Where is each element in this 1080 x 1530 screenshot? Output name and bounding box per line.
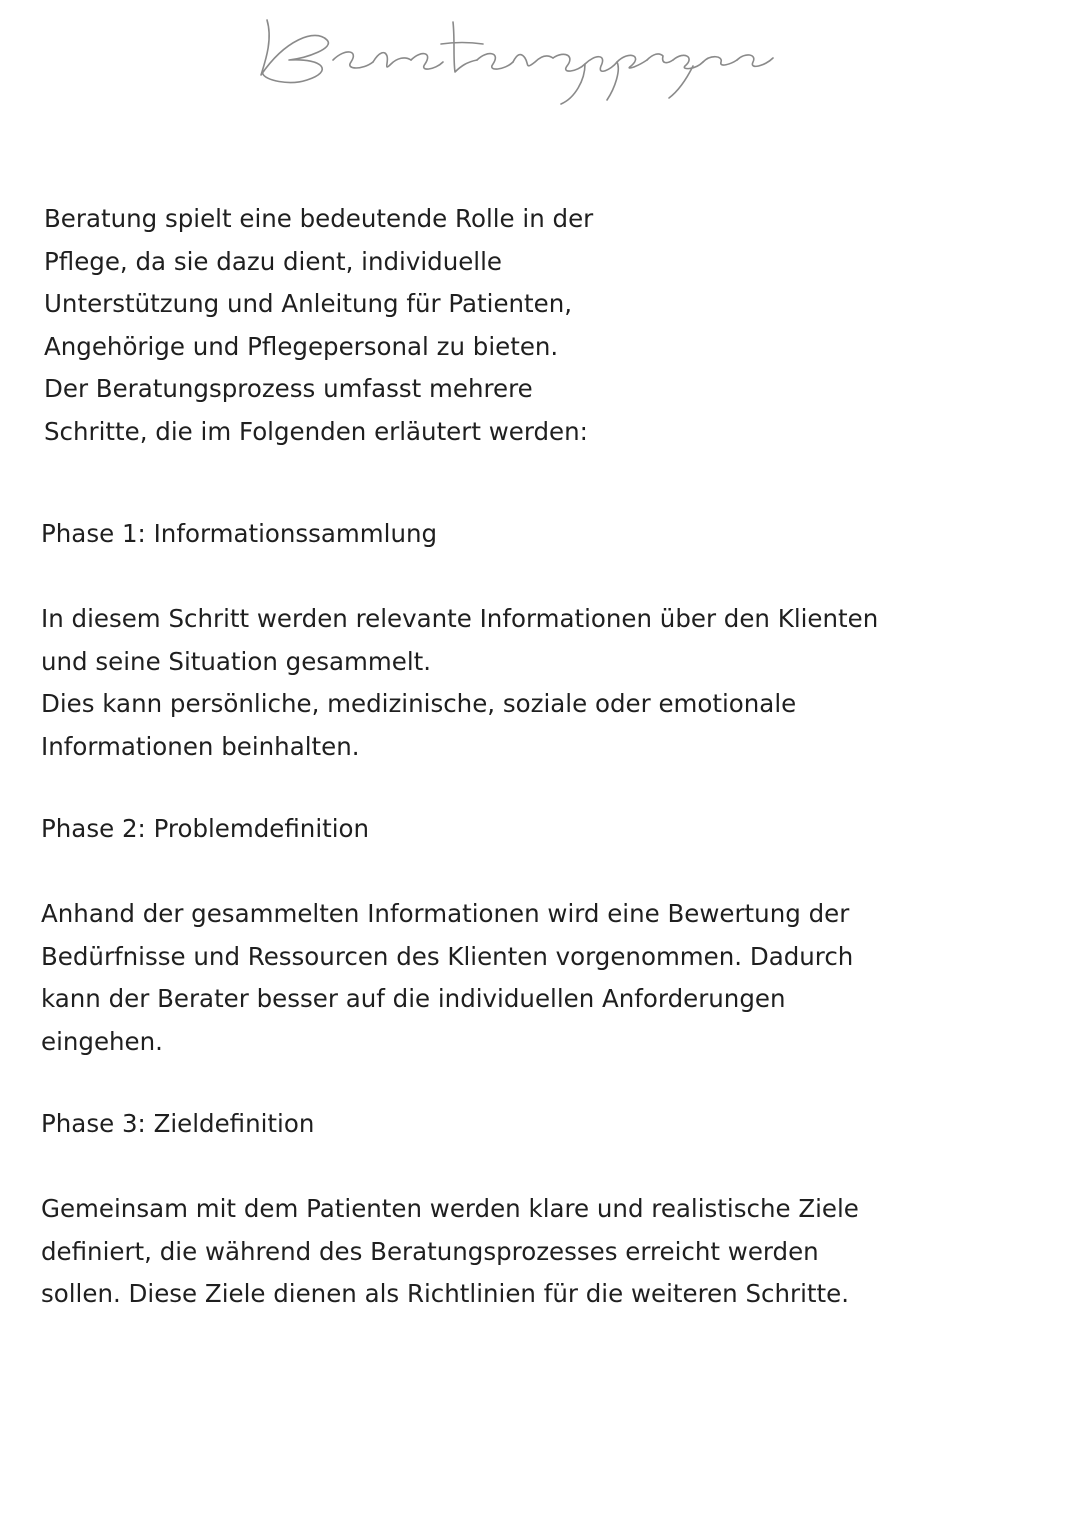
title-script-graphic xyxy=(255,0,785,110)
intro-line: Der Beratungsprozess umfasst mehrere xyxy=(44,374,533,403)
section-line: definiert, die während des Beratungsprozesses erreicht werden xyxy=(41,1236,819,1266)
intro-line: Schritte, die im Folgenden erläutert werden: xyxy=(44,416,588,446)
intro-line: Pflege, da sie dazu dient, individuelle xyxy=(44,246,502,276)
intro-line: Angehörige und Pflegepersonal zu bieten. xyxy=(44,331,559,361)
section-body xyxy=(41,598,1021,768)
section-body xyxy=(41,893,1021,1063)
section-line: Dies kann persönliche, medizinische, soziale oder emotionale xyxy=(41,689,797,718)
section-phase-2 xyxy=(41,808,1021,1063)
section-body xyxy=(41,1188,1021,1316)
handwritten-title xyxy=(255,0,785,110)
section-line: Bedürfnisse und Ressourcen des Klienten vorgenommen. Dadurch xyxy=(41,941,854,971)
intro-paragraph xyxy=(44,198,724,453)
section-line: kann der Berater besser auf die individuellen Anforderungen xyxy=(41,984,786,1013)
section-line: Informationen beinhalten. xyxy=(41,731,360,761)
section-line: eingehen. xyxy=(41,1026,163,1056)
section-line: Gemeinsam mit dem Patienten werden klare und realistische Ziele xyxy=(41,1194,859,1223)
section-phase-3 xyxy=(41,1103,1021,1316)
section-line: und seine Situation gesammelt. xyxy=(41,646,432,676)
section-heading: Phase 2: Problemdefinition xyxy=(41,814,370,843)
section-phase-1 xyxy=(41,513,1021,768)
intro-line: Beratung spielt eine bedeutende Rolle in der xyxy=(44,204,594,233)
section-heading: Phase 1: Informationssammlung xyxy=(41,519,438,548)
intro-line: Unterstützung und Anleitung für Patienten, xyxy=(44,289,573,318)
section-line: Anhand der gesammelten Informationen wird eine Bewertung der xyxy=(41,899,850,928)
section-heading: Phase 3: Zieldefinition xyxy=(41,1109,315,1138)
section-line: In diesem Schritt werden relevante Informationen über den Klienten xyxy=(41,604,879,633)
section-line: sollen. Diese Ziele dienen als Richtlinien für die weiteren Schritte. xyxy=(41,1279,849,1308)
